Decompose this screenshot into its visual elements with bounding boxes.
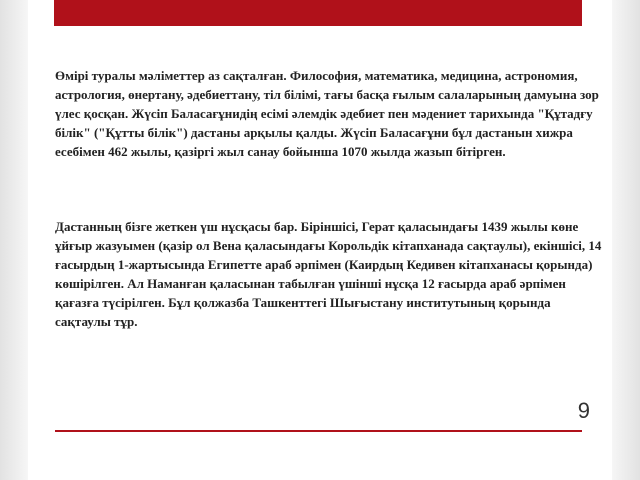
right-edge-shadow: [612, 0, 640, 480]
page-number: 9: [577, 398, 590, 423]
top-accent-bar: [54, 0, 582, 26]
paragraph-2: Дастанның бізге жеткен үш нұсқасы бар. Біріншісі, Герат қаласындағы 1439 жылы көне ұйғыр жазуымен (қазір ол Вена қаласындағы Корольдік кітапханада сақтаулы), екіншісі, 14 ғасырдың 1-жартысында Египетте араб әрпімен (Каирдың Кедивен кітапханасы қорында) көшірілген. Ал Наманған қаласынан табылған үшінші нұсқа 12 ғасырда араб әрпімен қағазға түсірілген. Бұл қолжазба Ташкенттегі Шығыстану институтының қорында сақтаулы тұр.: [55, 219, 602, 329]
paragraph-1: Өмірі туралы мәліметтер аз сақталған. Философия, математика, медицина, астрономия, астрология, өнертану, әдебиеттану, тіл білімі, тағы басқа ғылым салаларының дамуына зор үлес қосқан. Жүсіп Баласағұнидің есімі әлемдік әдебиет пен мәдениет тарихында "Құтадғу білік" ("Құтты білік") дастаны арқылы қалды. Жүсіп Баласағұни бұл дастанын хижра есебімен 462 жылы, қазіргі жыл санау бойынша 1070 жылда жазып бітірген.: [55, 68, 599, 159]
bottom-divider: [55, 430, 582, 432]
left-edge-shadow: [0, 0, 28, 480]
